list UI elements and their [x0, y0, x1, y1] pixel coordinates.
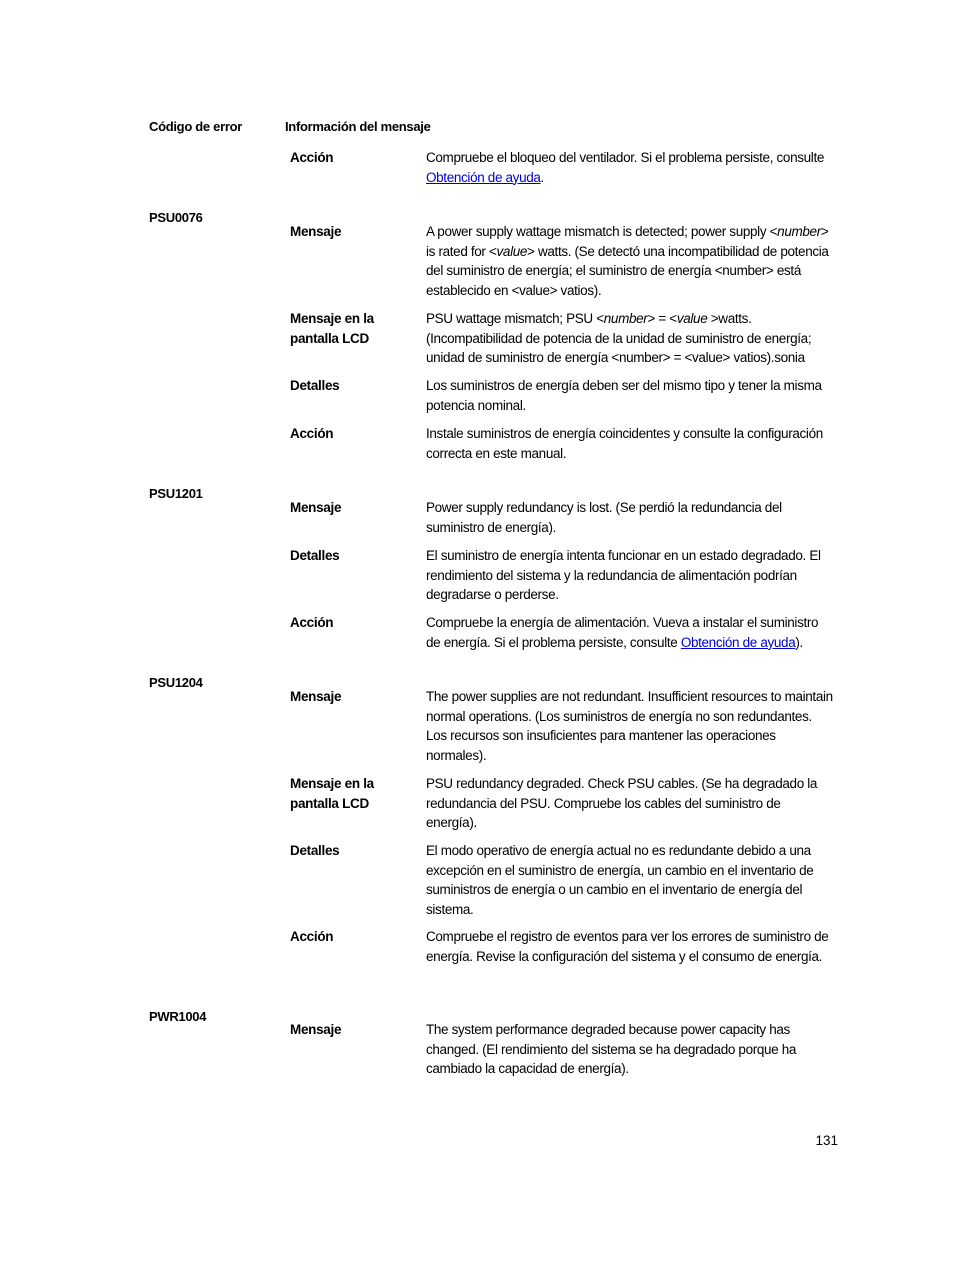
error-code-psu1204: PSU1204 [149, 675, 203, 690]
label-accion: Acción [290, 929, 334, 944]
label-detalles: Detalles [290, 548, 340, 563]
value-lcd-psu1204: PSU redundancy degraded. Check PSU cables. (Se ha degradado la redundancia del PSU. Compruebe los cables del suministro de energía). [426, 776, 818, 830]
error-code-psu1201: PSU1201 [149, 486, 203, 501]
label-mensaje: Mensaje [290, 1022, 342, 1037]
value-accion-top [426, 148, 834, 187]
placeholder-value: value [496, 243, 528, 259]
value-accion-psu1201 [426, 613, 834, 652]
value-detalles-psu0076: Los suministros de energía deben ser del mismo tipo y tener la misma potencia nominal. [426, 378, 822, 413]
text-segment: > watts. (Se detectó una incompatibilidad de potencia del suministro de energía; el suministro de energía <number> está establecido en <value> vatios). [426, 243, 829, 298]
value-mensaje-psu0076 [426, 222, 834, 300]
placeholder-number: number [603, 311, 648, 326]
text-segment: ). [795, 634, 803, 650]
label-accion: Acción [290, 615, 334, 630]
label-lcd: Mensaje en la pantalla LCD [290, 311, 374, 346]
help-link[interactable]: Obtención de ayuda [680, 634, 796, 650]
page-number: 131 [815, 1133, 838, 1148]
text-segment: > = < [647, 311, 677, 326]
label-accion: Acción [290, 426, 334, 441]
text-segment: >watts. (Incompatibilidad de potencia de la unidad de suministro de energía; unidad de suministro de energía <number> = <value> vatios).sonia [426, 311, 812, 365]
label-mensaje: Mensaje [290, 224, 342, 239]
label-lcd: Mensaje en la pantalla LCD [290, 776, 374, 811]
label-detalles: Detalles [290, 378, 340, 393]
value-detalles-psu1204: El modo operativo de energía actual no es redundante debido a una excepción en el suministro de energía, un cambio en el inventario de suministros de energía o un cambio en el inventario de energía del sistema. [426, 843, 814, 917]
text-segment: > is rated for < [426, 224, 829, 259]
value-mensaje-pwr1004: The system performance degraded because power capacity has changed. (El rendimiento del sistema se ha degradado porque ha cambiado la capacidad de energía). [426, 1022, 797, 1076]
placeholder-number: number [777, 224, 821, 239]
text-segment: PSU wattage mismatch; PSU < [426, 311, 604, 326]
value-accion-psu0076: Instale suministros de energía coincidentes y consulte la configuración correcta en este manual. [426, 426, 823, 461]
placeholder-value: value [676, 311, 708, 326]
value-mensaje-psu1201: Power supply redundancy is lost. (Se perdió la redundancia del suministro de energía). [426, 500, 782, 535]
text-segment: Compruebe la energía de alimentación. Vueva a instalar el suministro de energía. Si el problema persiste, consulte [426, 615, 819, 650]
label-detalles: Detalles [290, 843, 340, 858]
value-mensaje-psu1204: The power supplies are not redundant. Insufficient resources to maintain normal operations. (Los suministros de energía no son redundantes. Los recursos son insuficientes para mantener las operaciones normales). [426, 689, 833, 763]
help-link[interactable]: Obtención de ayuda [426, 169, 541, 185]
text-segment: . [540, 169, 544, 185]
text-segment: A power supply wattage mismatch is detected; power supply < [426, 224, 778, 239]
error-code-psu0076: PSU0076 [149, 210, 203, 225]
error-code-pwr1004: PWR1004 [149, 1009, 207, 1024]
value-lcd-psu0076 [426, 309, 834, 368]
label-accion: Acción [290, 150, 334, 165]
text-segment: Compruebe el bloqueo del ventilador. Si el problema persiste, consulte [426, 150, 825, 165]
label-mensaje: Mensaje [290, 500, 342, 515]
value-detalles-psu1201: El suministro de energía intenta funcionar en un estado degradado. El rendimiento del sistema y la redundancia de alimentación podrían degradarse o perderse. [426, 548, 821, 602]
value-accion-psu1204: Compruebe el registro de eventos para ver los errores de suministro de energía. Revise la configuración del sistema y el consumo de energía. [426, 929, 829, 964]
header-error-code: Código de error [149, 119, 243, 134]
label-mensaje: Mensaje [290, 689, 342, 704]
header-message-info: Información del mensaje [285, 119, 431, 134]
